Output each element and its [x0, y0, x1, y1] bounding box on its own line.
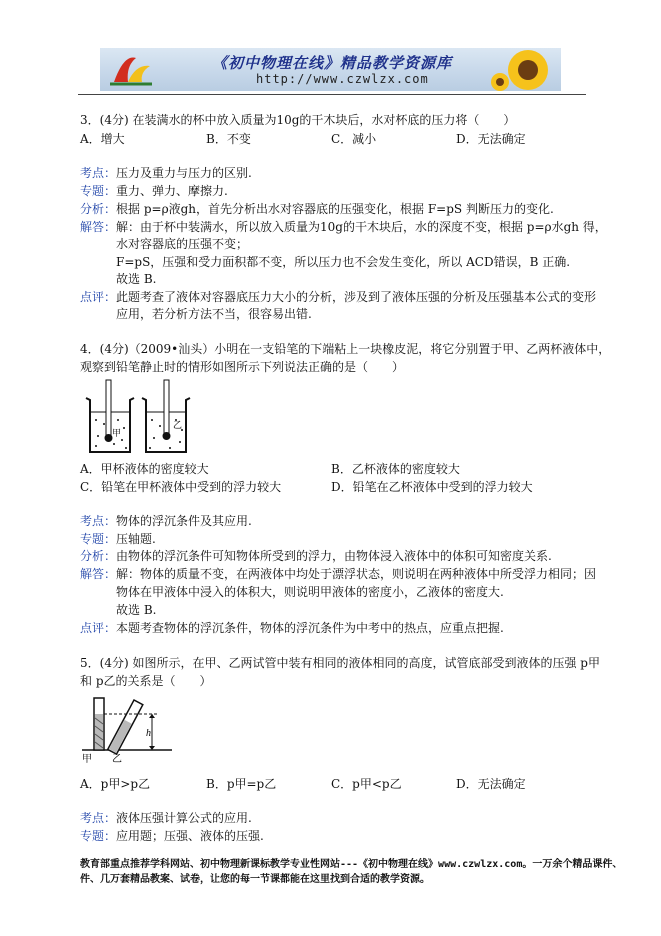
- jieda-line: 解：物体的质量不变，在两液体中均处于漂浮状态，则说明在两种液体中所受浮力相同；因: [116, 567, 597, 581]
- jieda-label: 解答：: [80, 567, 117, 581]
- q4-jieda-line: 物体在甲液体中浸入的体积大，则说明甲液体的密度小，乙液体的密度大.: [116, 585, 504, 599]
- fenxi-text: 由物体的浮沉条件可知物体所受到的浮力，由物体浸入液体中的体积可知密度关系.: [116, 549, 552, 563]
- q5-option-b: B．p甲=p乙: [206, 777, 277, 791]
- q3-stem: 3．(4分) 在装满水的杯中放入质量为10g的干木块后，水对杯底的压力将（ ）: [80, 113, 516, 127]
- test-tube-yi: [108, 700, 143, 754]
- footer-line: 教育部重点推荐学科网站、初中物理新课标教学专业性网站---《初中物理在线》www.czwlzx.com。一万余个精品课件、: [80, 859, 623, 870]
- q4-option-a: A．甲杯液体的密度较大: [80, 462, 209, 476]
- q3-jieda: [80, 219, 607, 235]
- zhuanti-text: 应用题；压强、液体的压强.: [116, 829, 264, 843]
- banner-title: 《初中物理在线》精品教学资源库: [212, 54, 453, 72]
- fenxi-label: 分析：: [80, 549, 117, 563]
- q5-stem-line: 和 p乙的关系是（ ）: [80, 674, 212, 688]
- q5-option-c: C．p甲<p乙: [331, 777, 402, 791]
- sunflower-icon: [488, 48, 561, 91]
- q5-option-d: D．无法确定: [456, 777, 526, 791]
- q5-zhuanti: [80, 828, 264, 844]
- kaodian-text: 物体的浮沉条件及其应用.: [116, 514, 252, 528]
- banner-url[interactable]: http://www.czwlzx.com: [256, 72, 429, 86]
- q4-fenxi: [80, 548, 552, 564]
- q4-kaodian: [80, 513, 252, 529]
- q5-figure-test-tubes: [82, 694, 172, 764]
- q4-stem-line: 4．(4分)（2009•汕头）小明在一支铅笔的下端粘上一块橡皮泥，将它分别置于甲、乙两杯液体中，: [80, 342, 611, 356]
- q4-dianping: [80, 620, 504, 636]
- q3-zhuanti: [80, 183, 228, 199]
- fenxi-text: 根据 p=ρ液gh，首先分析出水对容器底的压强变化，根据 F=pS 判断压力的变化.: [116, 202, 554, 216]
- zhuanti-text: 压轴题.: [116, 532, 156, 546]
- beaker-label-yi: 乙: [173, 420, 183, 430]
- tube-label-jia: 甲: [82, 754, 92, 764]
- q4-figure-beakers: [84, 378, 194, 454]
- q5-stem-line: 5．(4分) 如图所示，在甲、乙两试管中装有相同的液体相同的高度，试管底部受到液体的压强 p甲: [80, 656, 600, 670]
- q3-dianping: [80, 289, 596, 305]
- tube-label-yi: 乙: [112, 754, 122, 764]
- zhuanti-text: 重力、弹力、摩擦力.: [116, 184, 228, 198]
- dianping-label: 点评：: [80, 621, 117, 635]
- zhuanti-label: 专题：: [80, 184, 117, 198]
- q4-stem-line: 观察到铅笔静止时的情形如图所示下列说法正确的是（ ）: [80, 360, 405, 374]
- q5-kaodian: [80, 810, 252, 826]
- test-tube-jia: [94, 698, 104, 750]
- kaodian-text: 压力及重力与压力的区别.: [116, 166, 252, 180]
- zhuanti-label: 专题：: [80, 829, 117, 843]
- beaker-jia: [86, 380, 134, 452]
- q4-option-b: B．乙杯液体的密度较大: [331, 462, 460, 476]
- kaodian-text: 液体压强计算公式的应用.: [116, 811, 252, 825]
- header-rule: [78, 94, 586, 95]
- jieda-line: 解：由于杯中装满水，所以放入质量为10g的干木块后，水的深度不变，根据 p=ρ水gh 得，: [116, 220, 607, 234]
- q3-fenxi: [80, 201, 554, 217]
- dianping-line: 本题考查物体的浮沉条件，物体的浮沉条件为中考中的热点，应重点把握.: [116, 621, 504, 635]
- kaodian-label: 考点：: [80, 811, 117, 825]
- q3-dianping-line: 应用，若分析方法不当，很容易出错.: [116, 307, 312, 321]
- q4-jieda: [80, 566, 596, 582]
- q3-jieda-line: 故选 B.: [116, 272, 157, 286]
- q3-option-c: C．减小: [331, 132, 377, 146]
- dianping-line: 此题考查了液体对容器底压力大小的分析，涉及到了液体压强的分析及压强基本公式的变形: [116, 290, 597, 304]
- kaodian-label: 考点：: [80, 166, 117, 180]
- q4-option-d: D．铅笔在乙杯液体中受到的浮力较大: [331, 480, 533, 494]
- beaker-label-jia: 甲: [112, 428, 122, 438]
- dianping-label: 点评：: [80, 290, 117, 304]
- q3-kaodian: [80, 165, 252, 181]
- height-label-h: h: [146, 728, 151, 739]
- jieda-label: 解答：: [80, 220, 117, 234]
- q3-option-a: A．增大: [80, 132, 125, 146]
- beaker-yi: [142, 380, 190, 452]
- q3-option-d: D．无法确定: [456, 132, 526, 146]
- header-banner: [100, 48, 561, 91]
- q4-zhuanti: [80, 531, 156, 547]
- q3-jieda-line: 水对容器底的压强不变；: [116, 237, 249, 251]
- q4-jieda-line: 故选 B.: [116, 603, 157, 617]
- footer-line: 件、几万套精品教案、试卷，让您的每一节课都能在这里找到合适的教学资源。: [80, 874, 430, 885]
- q3-option-b: B．不变: [206, 132, 251, 146]
- q5-option-a: A．p甲>p乙: [80, 777, 151, 791]
- zhuanti-label: 专题：: [80, 532, 117, 546]
- fenxi-label: 分析：: [80, 202, 117, 216]
- site-logo-icon: [106, 52, 156, 88]
- kaodian-label: 考点：: [80, 514, 117, 528]
- q3-jieda-line: F=pS，压强和受力面积都不变，所以压力也不会发生变化，所以 ACD错误，B 正确.: [116, 255, 571, 269]
- q4-option-c: C．铅笔在甲杯液体中受到的浮力较大: [80, 480, 282, 494]
